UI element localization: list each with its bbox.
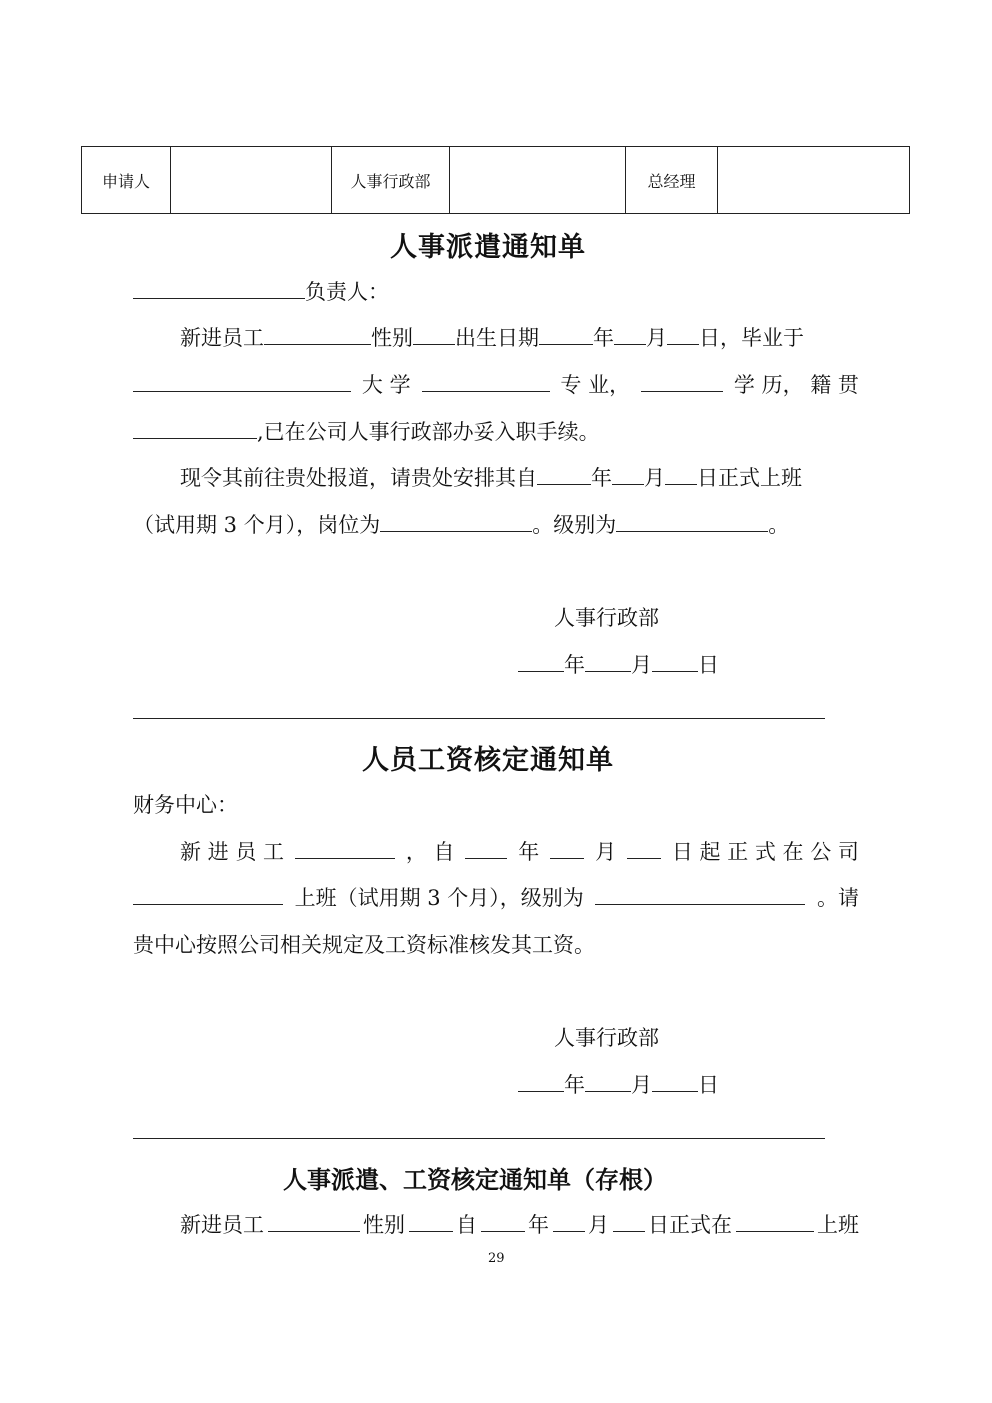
dispatch-year-blank[interactable]: [518, 653, 564, 672]
responsible-blank[interactable]: [133, 280, 305, 299]
dispatch-line-4: ,已在公司人事行政部办妥入职手续。: [133, 420, 600, 444]
salary-addressee: 财务中心：: [133, 793, 238, 817]
level-blank[interactable]: [616, 513, 768, 532]
name-blank[interactable]: [264, 326, 371, 345]
approval-table: [81, 146, 910, 214]
start-month-blank[interactable]: [612, 466, 644, 485]
salary-level-blank[interactable]: [595, 886, 805, 905]
start-year-blank[interactable]: [537, 466, 591, 485]
birth-day-blank[interactable]: [667, 326, 699, 345]
cut-line-1: [133, 718, 825, 719]
salary-line-2: 新 进 员 工 ， 自 年 月 日 起 正 式 在 公 司: [180, 840, 859, 864]
salary-line-4: 贵中心按照公司相关规定及工资标准核发其工资。: [133, 933, 595, 957]
stub-gender-blank[interactable]: [409, 1213, 453, 1232]
stub-name-blank[interactable]: [268, 1213, 360, 1232]
hr-admin-field[interactable]: [450, 147, 626, 214]
birth-month-blank[interactable]: [614, 326, 646, 345]
stub-line-1: 新进员工 性别 自 年 月 日正式在 上班: [180, 1213, 859, 1237]
salary-sign-year-blank[interactable]: [518, 1073, 564, 1092]
salary-sign-day-blank[interactable]: [652, 1073, 698, 1092]
stub-month-blank[interactable]: [553, 1213, 585, 1232]
hometown-blank[interactable]: [133, 420, 257, 439]
salary-dept-signature: 人事行政部: [554, 1026, 659, 1050]
position-blank[interactable]: [380, 513, 532, 532]
applicant-field[interactable]: [171, 147, 332, 214]
stub-day-blank[interactable]: [613, 1213, 645, 1232]
dispatch-date-line: 年 月 日: [518, 653, 719, 677]
dispatch-title: 人事派遣通知单: [390, 232, 586, 263]
salary-date-line: 年 月 日: [518, 1073, 719, 1097]
gender-blank[interactable]: [413, 326, 455, 345]
dispatch-line-5: 现令其前往贵处报道，请贵处安排其自 年 月 日正式上班: [180, 466, 802, 490]
stub-title: 人事派遣、工资核定通知单（存根）: [283, 1165, 667, 1194]
dispatch-line-2: 新进员工 性别 出生日期 年 月 日，毕业于: [180, 326, 804, 350]
major-blank[interactable]: [422, 373, 550, 392]
dispatch-month-blank[interactable]: [585, 653, 631, 672]
salary-month-blank[interactable]: [550, 840, 584, 859]
gm-label: 总经理: [626, 147, 718, 214]
applicant-label: 申请人: [82, 147, 171, 214]
gm-field[interactable]: [718, 147, 910, 214]
birth-year-blank[interactable]: [539, 326, 593, 345]
university-blank[interactable]: [133, 373, 351, 392]
dispatch-line-6: （试用期 3 个月），岗位为 。级别为 。: [133, 513, 790, 537]
dispatch-day-blank[interactable]: [652, 653, 698, 672]
salary-day-blank[interactable]: [627, 840, 661, 859]
cut-line-2: [133, 1138, 825, 1139]
salary-company-blank[interactable]: [133, 886, 283, 905]
stub-year-blank[interactable]: [481, 1213, 525, 1232]
stub-place-blank[interactable]: [736, 1213, 814, 1232]
hr-admin-label: 人事行政部: [332, 147, 450, 214]
education-blank[interactable]: [641, 373, 723, 392]
start-day-blank[interactable]: [665, 466, 697, 485]
page-number: 29: [488, 1251, 505, 1266]
salary-sign-month-blank[interactable]: [585, 1073, 631, 1092]
salary-name-blank[interactable]: [295, 840, 395, 859]
dispatch-responsible-line: 负责人：: [133, 280, 389, 304]
salary-title: 人员工资核定通知单: [362, 745, 614, 776]
dispatch-dept-signature: 人事行政部: [554, 606, 659, 630]
dispatch-line-3: 大 学 专 业， 学 历， 籍 贯: [133, 373, 859, 397]
salary-line-3: 上班（试用期 3 个月），级别为 。请: [133, 886, 859, 910]
salary-year-blank[interactable]: [465, 840, 507, 859]
